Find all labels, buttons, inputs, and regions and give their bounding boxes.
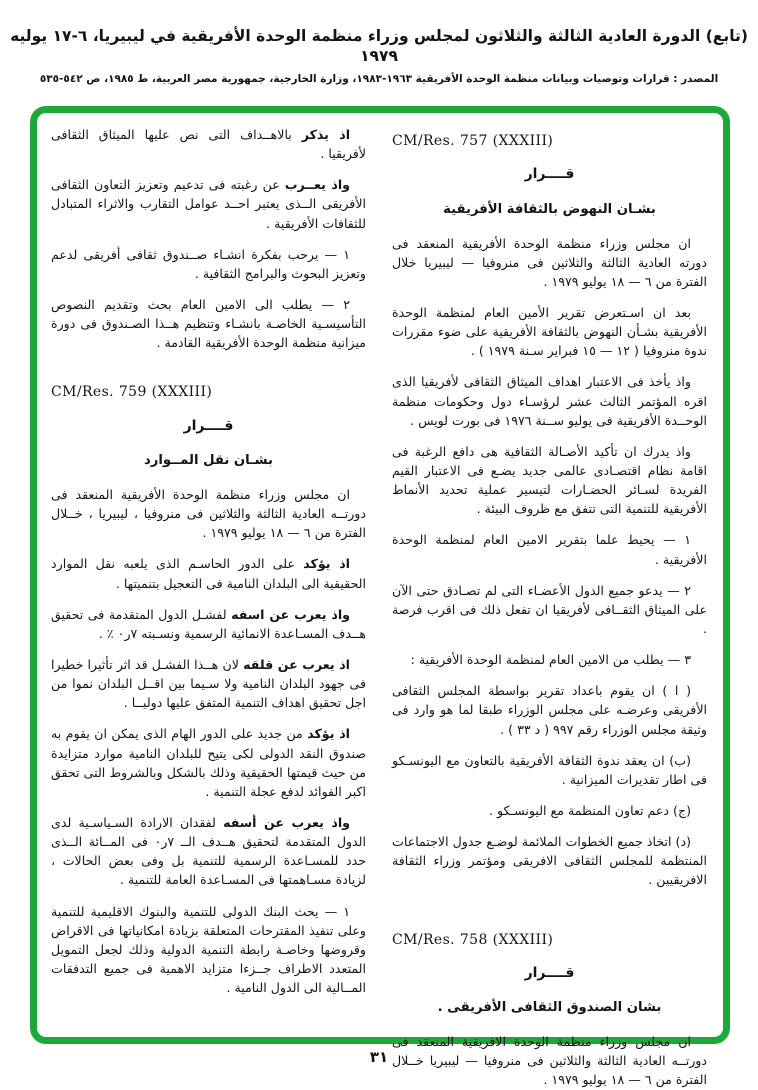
sub-item-a: ( ا ) ان يقوم باعداد تقرير بواسطة المجلس الثقافى الأفريقى وعرضـه على مجلس الوزراء طبقا لما هو وارد فى وثيقة مجلس الوزراء رقم ٩٩٧ ( د ٣٣ ) . — [392, 683, 707, 737]
paragraph: واذ يدرك ان تأكيد الأصـالة الثقافية هى دافع الرغبة فى اقامة نظام اقتصـادى عالمى جديد يضـع فى الاعتبار القيم الفريدة لسـائر الحضـارات لتيسير عملية تحديد الأنماط الأفريقية للتنمية التى تتفق مع ظروف البيئة . — [392, 443, 707, 517]
resolution-subject-757: بشـان النهوض بالثقافة الأفريقية — [443, 201, 656, 217]
paragraph — [51, 655, 366, 712]
paragraph-lead: اذ يعرب عن قلقه — [243, 656, 350, 672]
resolution-title-759: قــــرار — [183, 417, 234, 434]
resolution-ref-757: CM/Res. 757 (XXXIII) — [392, 133, 554, 149]
numbered-item-1: ١ — يرحب بفكرة انشـاء صــندوق ثقافى أفريقى لدعم وتعزيز البحوث والبرامج الثقافية . — [51, 246, 366, 281]
paragraph-text: عن رغبته فى تدعيم وتعزيز التعاون الثقافى الأفريقى الــذى يعتبر احــد عوامل التقارب والاثراء المتبادل للثقافات الأفريقية . — [51, 177, 366, 231]
paragraph: ان مجلس وزراء منظمة الوحدة الافريقية المنعقد فى دورتــه العادية الثالثة والثلاثين فى منروفيا — ليبيريا خــلال الفترة من ٦ — ١٨ يوليو ١٩٧٩ . — [392, 1034, 707, 1088]
resolution-title-757: قــــرار — [524, 166, 575, 183]
sub-item-c: (ج) دعم تعاون المنظمة مع اليونسـكو . — [489, 802, 691, 818]
paragraph: واذ يأخذ فى الاعتبار اهداف الميثاق الثقافى لأفريقيا الذى اقره المؤتمر الثالث عشر لرؤسـاء دول وحكومات منظمة الوحــدة الأفريقية فى يوليو ســنة ١٩٧٦ فى بورت لويس . — [392, 374, 707, 428]
paragraph — [51, 125, 366, 163]
column-left — [51, 125, 366, 1027]
numbered-item-2: ٢ — يطلب الى الامين العام بحث وتقديم النصوص التأسيسـية الخاصـة بانشـاء وتنظيم هــذا الصـندوق فى دورة ميزانية منظمة الوحدة الأفريقية القادمة . — [51, 296, 366, 351]
paragraph: بعد ان اسـتعرض تقرير الأمين العام لمنظمة الوحدة الأفريقية بشـأن النهوض بالثقافة الأفريقية على ضوء مقررات ندوة منروفيا ( ١٢ — ١٥ فبراير سـنة ١٩٧٩ ) . — [392, 305, 707, 359]
paragraph-lead: اذ يذكر — [301, 127, 351, 142]
paragraph-lead: اذ يؤكد — [307, 726, 350, 742]
paragraph-text: على الدور الحاسـم الذى يلعبه نقل الموارد الحقيقية الى البلدان النامية فى التعجيل بتنميتها . — [51, 556, 366, 591]
resolution-ref-759: CM/Res. 759 (XXXIII) — [51, 384, 213, 401]
paragraph-lead: اذ يؤكد — [303, 556, 350, 572]
page-header — [0, 0, 758, 85]
resolution-ref-758: CM/Res. 758 (XXXIII) — [392, 931, 554, 948]
source-citation: المصدر : قرارات وتوصيات وبيانات منظمة الوحدة الأفريقية ١٩٦٣-١٩٨٣، وزارة الخارجية، جمهورية مصر العربية، ط ١٩٨٥، ص ٥٤٢-٥٣٥ — [39, 73, 719, 86]
resolution-subject-758: بشان الصندوق الثقافى الأفريقى . — [437, 1000, 662, 1016]
paragraph-lead: واذ يعــرب — [284, 177, 350, 193]
paragraph-lead: واذ يعرب عن أسفه — [223, 814, 350, 830]
paragraph-text: من جديد على الدور الهام الذى يمكن ان يقوم به صندوق النقد الدولى لكى يتيح للبلدان النامية موارد متزايدة من حيث قيمتها الحقيقية وذلك بالشكل وبالشروط التى تحقق اكبر الفوائد لدفع عجلة التنمية . — [51, 726, 366, 799]
paragraph: ان مجلس وزراء منظمة الوحدة الأفريقية المنعقد فى دورته العادية الثالثة والثلاثين فى منروفيا — ليبيريا خلال الفترة من ٦ — ١٨ يوليو ١٩٧٩ . — [392, 235, 707, 289]
session-title: (تابع) الدورة العادية الثالثة والثلاثون لمجلس وزراء منظمة الوحدة الأفريقية في ليبيريا، ٦-١٧ يوليه ١٩٧٩ — [10, 27, 748, 66]
resolution-subject-759: بشـان نقل المــوارد — [144, 452, 273, 468]
paragraph — [51, 175, 366, 232]
paragraph-text: لان هــذا الفشـل قد اثر تأثيرا خطيرا فى جهود البلدان النامية ولا سـيما بين اقــل البلدان نموا من اجل تحقيق اهداف التنمية المتفق عليها دوليــا . — [51, 656, 366, 711]
column-right — [392, 125, 707, 1088]
numbered-item-3: ٣ — يطلب من الامين العام لمنظمة الوحدة الأفريقية : — [410, 652, 691, 668]
paragraph — [51, 724, 366, 801]
numbered-item-2: ٢ — يدعو جميع الدول الأعضـاء التى لم تصـادق حتى الآن على الميثاق الثقــافى لأفريقيا ان تفعل ذلك فى اقرب فرصة . — [392, 582, 707, 636]
paragraph-text: لفشـل الدول المتقدمة فى تحقيق هــدف المسـاعدة الانمائية الرسمية ونسـبته ٧ر٠ ٪ . — [51, 606, 366, 641]
paragraph-lead: واذ يعرب عن اسفه — [231, 606, 350, 622]
paragraph: ان مجلس وزراء منظمة الوحدة الأفريقية المنعقد فى دورتــه العادية الثالثة والثلاثين فى منروفيا ، ليبيريا ، خــلال الفترة من ٦ — ١٨ يوليو ١٩٧٩ . — [51, 487, 366, 541]
paragraph — [51, 605, 366, 643]
paragraph — [51, 554, 366, 592]
paragraph-text: لفقدان الارادة السـياسـية لدى الدول المتقدمة لتحقيق هــدف الــ ٧ر٠ فى المــائة الــذى حدد للمسـاعدة الرسمية للتنمية بل وفى بعض الحالات ، لزيادة مسـاهمتها فى المسـاعدة العامة للتنمية . — [51, 814, 366, 888]
resolution-title-758: قــــرار — [524, 964, 575, 981]
sub-item-b: (ب) ان يعقد ندوة الثقافة الأفريقية بالتعاون مع اليونسـكو فى اطار تقديرات الميزانية . — [392, 752, 707, 787]
numbered-item-1: ١ — يحث البنك الدولى للتنمية والبنوك الاقليمية للتنمية وعلى تنفيذ المقترحات المتعلقة بزيادة امكانياتها فى الاقراض وقروضها وخاصـة رابطة التنمية الدولية وذلك لجعل التمويل المتعدد الاطراف جــزءا متزايد الاهمية فى جميع التدفقات المــالية الى الدول النامية . — [51, 903, 366, 996]
numbered-item-1: ١ — يحيط علما بتقرير الامين العام لمنظمة الوحدة الأفريقية . — [392, 532, 707, 567]
sub-item-d: (د) اتخاذ جميع الخطوات الملائمة لوضـع جدول الاجتماعات المنتظمة للمجلس الثقافى الافريقى ومؤتمر وزراء الثقافة الافريقيين . — [392, 834, 707, 888]
page-number: ٣١ — [369, 1048, 389, 1066]
paragraph — [51, 813, 366, 890]
paragraph-text: بالاهــداف التى نص عليها الميثاق الثقافى لأفريقيا . — [51, 127, 366, 162]
